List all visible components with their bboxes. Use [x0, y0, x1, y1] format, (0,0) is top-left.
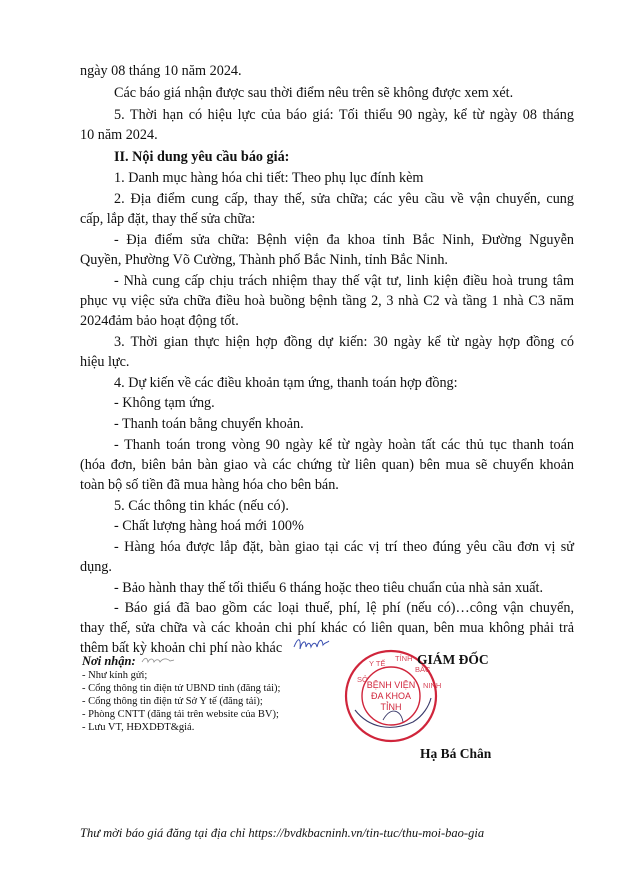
body-line: 2. Địa điểm cung cấp, thay thế, sửa chữa; các yêu cầu về vận chuyển, cung [114, 191, 574, 207]
recipient-item: - Phòng CNTT (đăng tải trên website của BV); [82, 709, 279, 720]
body-line: Quyền, Phường Võ Cường, Thành phố Bắc Ninh, tỉnh Bắc Ninh. [80, 252, 448, 268]
body-line: - Địa điểm sửa chữa: Bệnh viện đa khoa tỉnh Bắc Ninh, Đường Nguyễn [114, 232, 574, 248]
body-line: - Thanh toán trong vòng 90 ngày kể từ ngày hoàn tất các thủ tục thanh toán [114, 437, 574, 453]
body-line: 3. Thời gian thực hiện hợp đồng dự kiến: 30 ngày kể từ ngày hợp đồng có [114, 334, 574, 350]
body-line: 5. Thời hạn có hiệu lực của báo giá: Tối thiểu 90 ngày, kể từ ngày 08 tháng [114, 107, 574, 123]
body-line: - Chất lượng hàng hoá mới 100% [114, 518, 304, 534]
body-line: 4. Dự kiến về các điều khoản tạm ứng, thanh toán hợp đồng: [114, 375, 458, 391]
recipients-heading: Nơi nhận: [82, 654, 136, 668]
recipient-item: - Như kính gửi; [82, 670, 148, 681]
body-line: - Báo giá đã bao gồm các loại thuế, phí, lệ phí (nếu có)…công vận chuyển, [114, 600, 574, 616]
recipient-item: - Lưu VT, HĐXDĐT&giá. [82, 722, 195, 733]
body-line: thêm bất kỳ khoản chi phí nào khác [80, 640, 283, 656]
body-line: thay thế, sửa chữa và các khoản chi phí khác có liên quan, bên mua không phải trả [80, 620, 574, 636]
footer-note: Thư mời báo giá đăng tại địa chỉ https://bvdkbacninh.vn/tin-tuc/thu-moi-bao-gia [80, 826, 485, 840]
recipient-item: - Cổng thông tin điện tử Sở Y tế (đăng tải); [82, 696, 263, 707]
body-line: 2024đảm bảo hoạt động tốt. [80, 313, 239, 329]
section-heading: II. Nội dung yêu cầu báo giá: [114, 149, 290, 165]
body-line: hiệu lực. [80, 354, 130, 370]
svg-text:SỞY TẾTỈNHBẮCNINH: SỞY TẾTỈNHBẮC NINH [357, 654, 442, 690]
body-line: - Không tạm ứng. [114, 395, 215, 411]
signer-title: GIÁM ĐỐC [417, 652, 489, 667]
body-line: dụng. [80, 559, 112, 575]
body-line: (hóa đơn, biên bản bàn giao và các chứng từ liên quan) bên mua sẽ chuyển khoản [80, 457, 574, 473]
body-line: 10 năm 2024. [80, 127, 158, 143]
body-line: 1. Danh mục hàng hóa chi tiết: Theo phụ lục đính kèm [114, 170, 424, 186]
body-line: 5. Các thông tin khác (nếu có). [114, 498, 289, 514]
body-line: - Nhà cung cấp chịu trách nhiệm thay thế vật tư, linh kiện điều hoà trung tâm [114, 273, 574, 289]
body-line: cấp, lắp đặt, thay thế sửa chữa: [80, 211, 256, 227]
stamp-line: TỈNH [380, 702, 402, 712]
signer-name: Hạ Bá Chân [420, 746, 492, 761]
body-line: Các báo giá nhận được sau thời điểm nêu trên sẽ không được xem xét. [114, 85, 514, 101]
stamp-line: BỆNH VIỆN [366, 680, 416, 690]
body-line: phục vụ việc sửa chữa điều hoà buồng bệnh tầng 2, 3 nhà C2 và tầng 1 nhà C3 năm [80, 293, 574, 309]
stamp-line: ĐA KHOA [370, 691, 412, 701]
recipient-item: - Cổng thông tin điện tử UBND tỉnh (đăng tải); [82, 683, 281, 694]
body-line: toàn bộ số tiền đã mua hàng hóa cho bên bán. [80, 477, 339, 493]
body-line: - Hàng hóa được lắp đặt, bàn giao tại các vị trí theo đúng yêu cầu đơn vị sử [114, 539, 574, 555]
body-line: - Bảo hành thay thế tối thiểu 6 tháng hoặc theo tiêu chuẩn của nhà sản xuất. [114, 580, 544, 596]
body-line: - Thanh toán bằng chuyển khoản. [114, 416, 304, 432]
initial-signature [292, 633, 332, 655]
body-line: ngày 08 tháng 10 năm 2024. [80, 63, 242, 79]
initial-signature-small [140, 653, 176, 667]
